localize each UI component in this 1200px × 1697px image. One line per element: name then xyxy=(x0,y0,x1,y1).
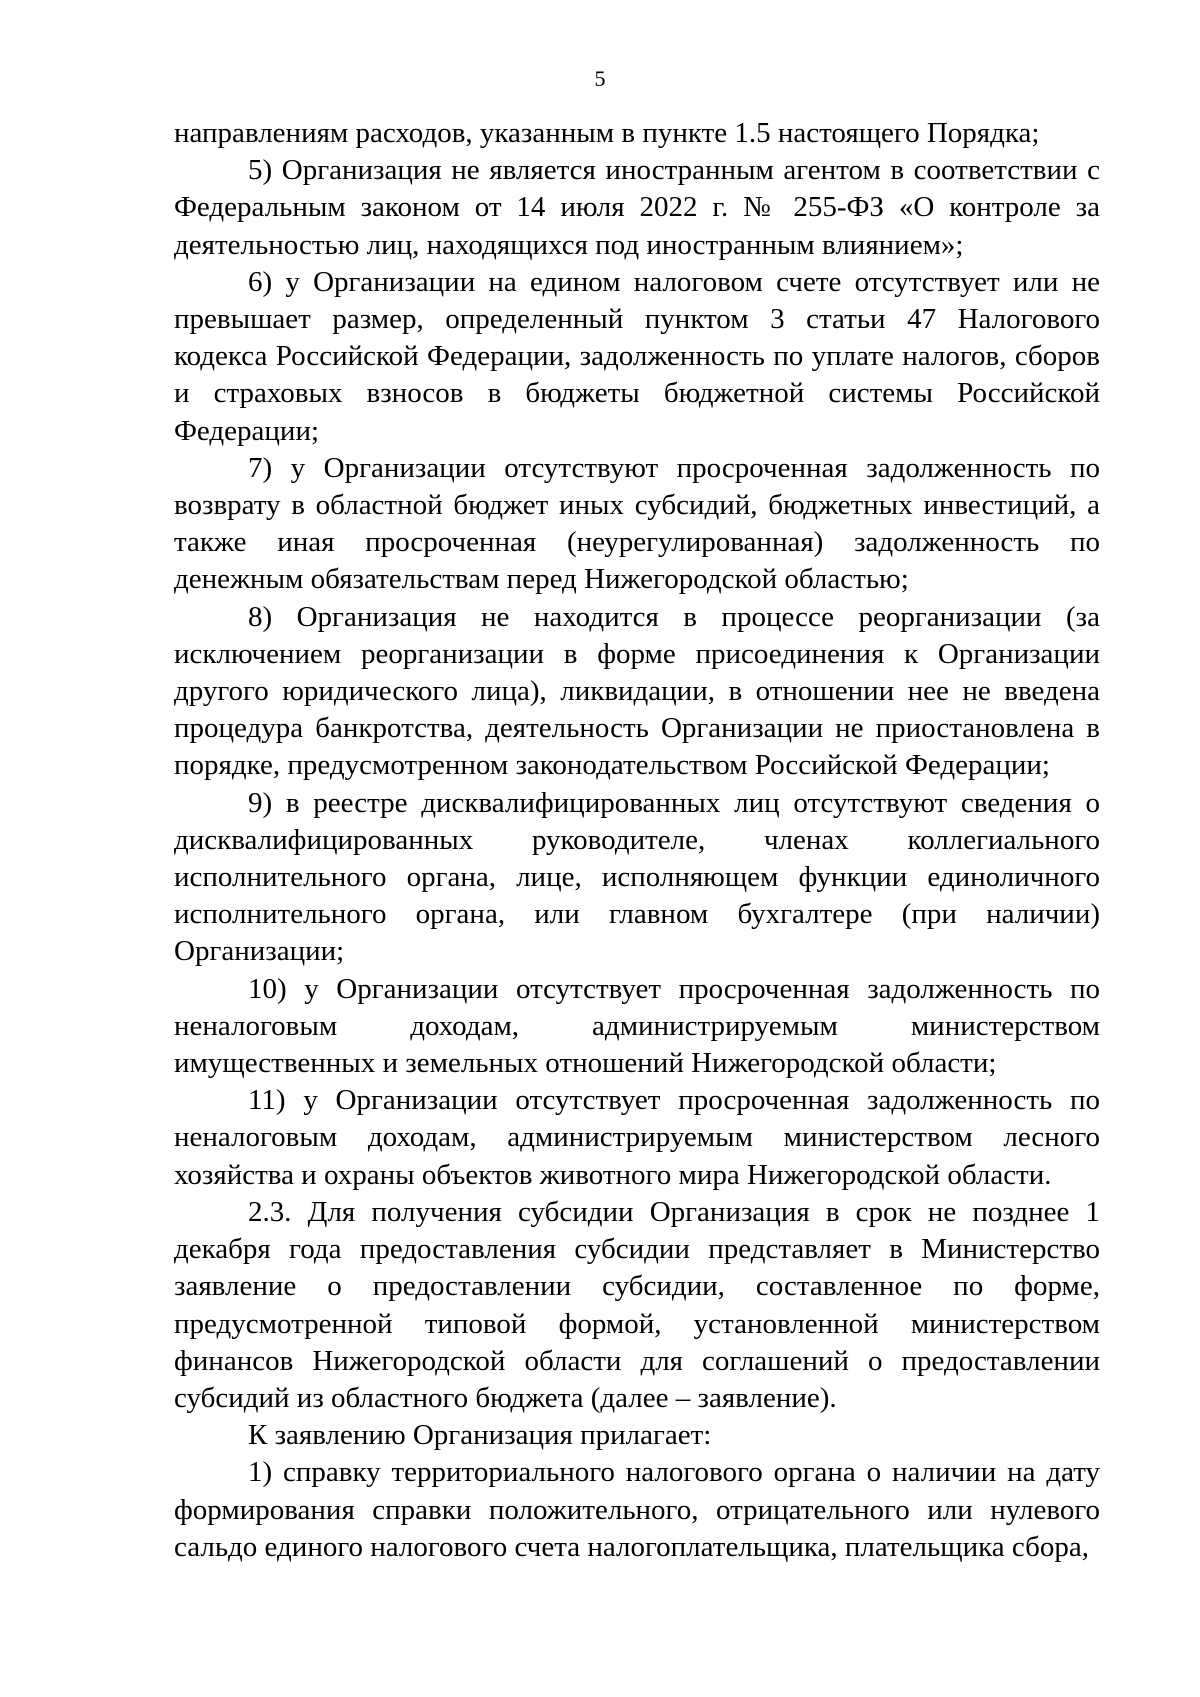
paragraph-attachment-1: 1) справку территориального налогового органа о наличии на дату формирования справки положительного, отрицательного или нулевого сальдо единого налогового счета налогоплательщика, плательщика сбора, xyxy=(174,1456,1100,1563)
paragraph-item-11: 11) у Организации отсутствует просроченная задолженность по неналоговым доходам, администрируемым министерством лесного хозяйства и охраны объектов животного мира Нижегородской области. xyxy=(174,1084,1100,1191)
paragraph-item-5: 5) Организация не является иностранным агентом в соответствии с Федеральным законом от 14 июля 2022 г. № 255-ФЗ «О контроле за деятельностью лиц, находящихся под иностранным влиянием»; xyxy=(174,154,1100,261)
paragraph-section-2-3: 2.3. Для получения субсидии Организация в срок не позднее 1 декабря года предоставления субсидии представляет в Министерство заявление о предоставлении субсидии, составленное по форме, предусмотренной типовой формой, установленной министерством финансов Нижегородской области для соглашений о предоставлении субсидий из областного бюджета (далее – заявление). xyxy=(174,1195,1100,1414)
paragraph-attachments-intro: К заявлению Организация прилагает: xyxy=(248,1419,712,1452)
paragraph-item-7: 7) у Организации отсутствуют просроченная задолженность по возврату в областной бюджет иных субсидий, бюджетных инвестиций, а также иная просроченная (неурегулированная) задолженность по денежным обязательствам перед Нижегородской областью; xyxy=(174,451,1100,596)
document-body xyxy=(174,115,1100,1566)
paragraph-item-6: 6) у Организации на едином налоговом счете отсутствует или не превышает размер, определенный пунктом 3 статьи 47 Налогового кодекса Российской Федерации, задолженность по уплате налогов, сборов и страховых взносов в бюджеты бюджетной системы Российской Федерации; xyxy=(174,265,1100,447)
paragraph-item-9: 9) в реестре дисквалифицированных лиц отсутствуют сведения о дисквалифицированных руководителе, членах коллегиального исполнительного органа, лице, исполняющем функции единоличного исполнительного органа, или главном бухгалтере (при наличии) Организации; xyxy=(174,786,1100,968)
paragraph-item-8: 8) Организация не находится в процессе реорганизации (за исключением реорганизации в форме присоединения к Организации другого юридического лица), ликвидации, в отношении нее не введена процедура банкротства, деятельность Организации не приостановлена в порядке, предусмотренном законодательством Российской Федерации; xyxy=(174,600,1100,782)
paragraph-continuation: направлениям расходов, указанным в пункте 1.5 настоящего Порядка; xyxy=(174,117,1040,149)
page-number: 5 xyxy=(594,66,606,91)
paragraph-item-10: 10) у Организации отсутствует просроченная задолженность по неналоговым доходам, администрируемым министерством имущественных и земельных отношений Нижегородской области; xyxy=(174,972,1100,1080)
